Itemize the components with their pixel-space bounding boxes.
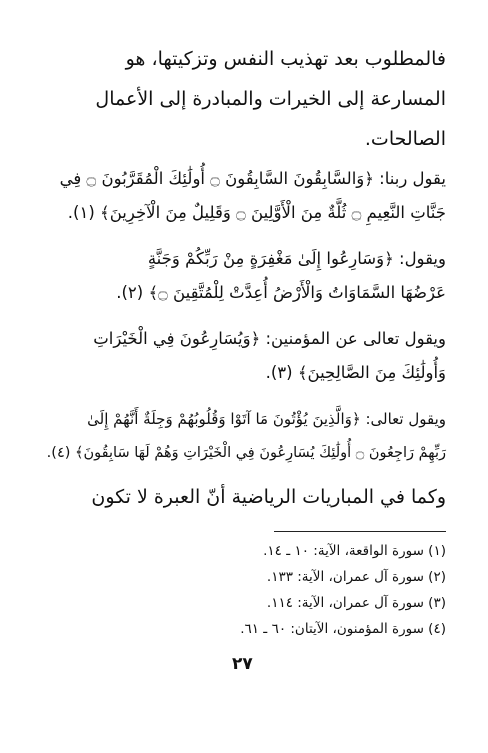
body-line-2: المسارعة إلى الخيرات والمبادرة إلى الأعمال (95, 88, 446, 110)
body-line-11: رَبِّهِمْ رَاجِعُونَ ۝ أُولَٰئِكَ يُسَارِعُونَ فِي الْخَيْرَاتِ وَهُمْ لَهَا سَابِقُونَ﴾ (٤). (46, 445, 446, 461)
body-line-7: عَرْضُهَا السَّمَاوَاتُ وَالْأَرْضُ أُعِدَّتْ لِلْمُتَّقِينَ ۝﴾ (٢). (116, 283, 446, 302)
body-line-3: الصالحات. (364, 128, 446, 150)
body-line-1: فالمطلوب بعد تهذيب النفس وتزكيتها، هو (125, 48, 446, 70)
page-number: ٢٧ (232, 654, 253, 674)
body-line-6: ويقول: ﴿وَسَارِعُوا إِلَىٰ مَغْفِرَةٍ مِنْ رَبِّكُمْ وَجَنَّةٍ (147, 249, 446, 268)
body-line-9: وَأُولَٰئِكَ مِنَ الصَّالِحِينَ﴾ (٣). (265, 363, 446, 382)
body-line-12: وكما في المباريات الرياضية أنّ العبرة لا تكون (91, 486, 446, 508)
footnote-3: (٣) سورة آل عمران، الآية: ١١٤. (266, 595, 446, 611)
body-line-5: جَنَّاتِ النَّعِيمِ ۝ ثُلَّةٌ مِنَ الْأَوَّلِينَ ۝ وَقَلِيلٌ مِنَ الْآخِرِينَ﴾ (١). (67, 203, 446, 222)
body-line-10: ويقول تعالى: ﴿وَالَّذِينَ يُؤْتُونَ مَا آتَوْا وَقُلُوبُهُمْ وَجِلَةٌ أَنَّهُمْ إِلَىٰ (87, 410, 446, 428)
body-line-8: ويقول تعالى عن المؤمنين: ﴿وَيُسَارِعُونَ فِي الْخَيْرَاتِ (93, 329, 446, 348)
footnote-2: (٢) سورة آل عمران، الآية: ١٣٣. (266, 569, 446, 585)
footnote-separator (274, 531, 446, 532)
footnote-1: (١) سورة الواقعة، الآية: ١٠ ـ ١٤. (263, 543, 446, 559)
body-line-4: يقول ربنا: ﴿وَالسَّابِقُونَ السَّابِقُونَ ۝ أُولَٰئِكَ الْمُقَرَّبُونَ ۝ فِي (59, 169, 446, 188)
footnote-4: (٤) سورة المؤمنون، الآيتان: ٦٠ ـ ٦١. (240, 621, 446, 637)
